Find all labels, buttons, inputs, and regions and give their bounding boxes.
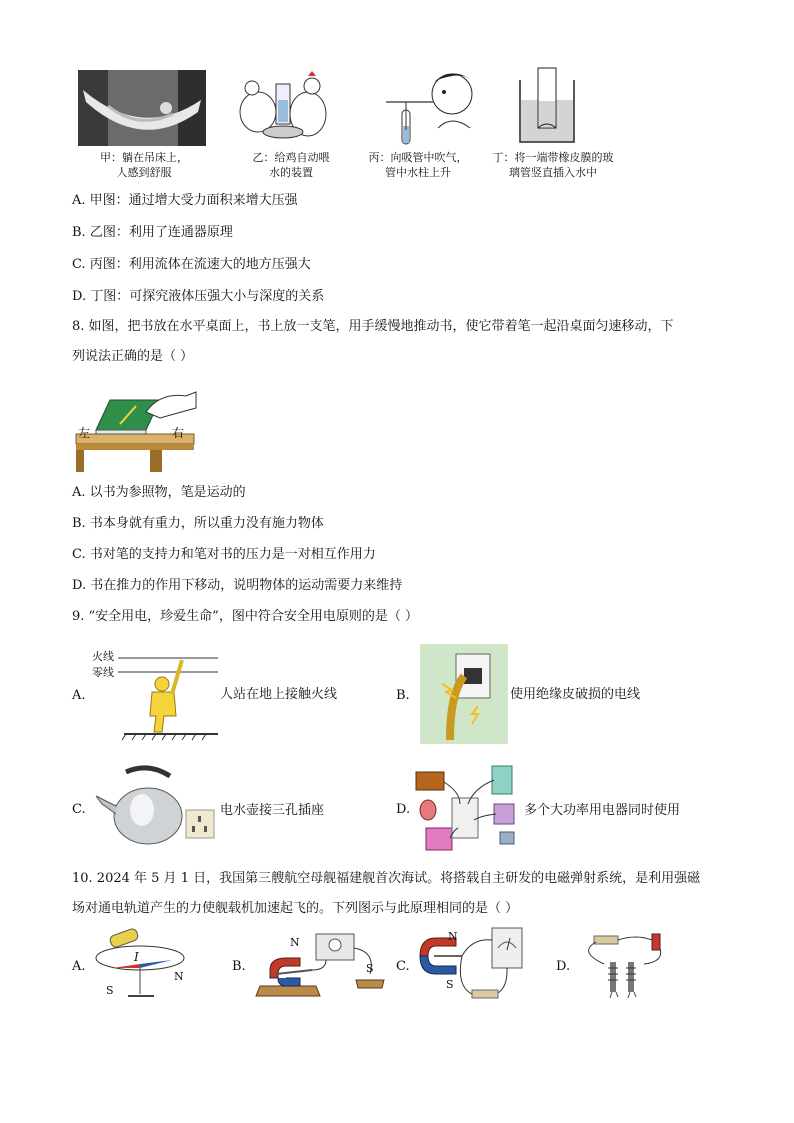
- q7-caption-b: 乙：给鸡自动喂 水的装置: [252, 151, 330, 179]
- overloaded-socket-image: [414, 764, 522, 856]
- electromagnet-nails-image: [576, 928, 666, 1002]
- q10-stem-line2: 场对通电轨道产生的力使舰载机加速起飞的。下列图示与此原理相同的是（ ）: [72, 901, 519, 916]
- q10-a-label-n: N: [174, 970, 184, 983]
- q10-figure-oersted: [92, 924, 188, 1004]
- q10-b-label-n: N: [290, 936, 300, 949]
- q7-caption-a: 甲：躺在吊床上， 人感到舒服: [100, 151, 188, 179]
- q8-option-d: D. 书在推力的作用下移动，说明物体的运动需要力来维持: [72, 578, 403, 593]
- q8-option-c: C. 书对笔的支持力和笔对书的压力是一对相互作用力: [72, 547, 376, 562]
- q9-figure-damaged-wire: [420, 644, 508, 744]
- q9-figure-live-wire: [92, 646, 218, 742]
- q9-stem: 9. “安全用电，珍爱生命”，图中符合安全用电原则的是（ ）: [72, 609, 418, 624]
- q7-figure-chicken: [236, 70, 328, 146]
- q10-option-d-letter: D.: [556, 959, 571, 974]
- boy-blowing-straw-image: [378, 66, 478, 150]
- q9-label-live-wire: 火线: [92, 650, 114, 663]
- q9-option-d-letter: D.: [396, 802, 411, 817]
- q9-option-b-letter: B.: [396, 688, 410, 703]
- q9-option-c-letter: C.: [72, 802, 86, 817]
- q10-b-label-s: S: [366, 962, 374, 975]
- q9-option-d-text: 多个大功率用电器同时使用: [524, 803, 681, 818]
- q8-stem-line1: 8. 如图，把书放在水平桌面上，书上放一支笔，用手缓慢地推动书，使它带着笔一起沿桌面匀速移动，下: [72, 319, 674, 334]
- q10-figure-motor: [416, 926, 528, 1004]
- beaker-rubber-membrane-image: [518, 66, 576, 146]
- q8-option-a: A. 以书为参照物，笔是运动的: [72, 485, 246, 500]
- q9-label-neutral-wire: 零线: [92, 666, 114, 679]
- q10-c-label-s: S: [446, 978, 454, 991]
- q9-option-c-text: 电水壶接三孔插座: [220, 803, 325, 818]
- q10-option-c-letter: C.: [396, 959, 410, 974]
- q10-c-label-n: N: [448, 930, 458, 943]
- chicken-feeder-image: [236, 70, 328, 146]
- q10-option-b-letter: B.: [232, 959, 246, 974]
- q7-option-a: A. 甲图：通过增大受力面积来增大压强: [72, 193, 298, 208]
- q7-caption-c: 丙：向吸管中吹气， 管中水柱上升: [368, 151, 468, 179]
- q7-caption-d: 丁：将一端带橡皮膜的玻 璃管竖直插入水中: [492, 151, 614, 179]
- q7-option-b: B. 乙图：利用了连通器原理: [72, 225, 233, 240]
- electric-kettle-socket-image: [94, 766, 216, 848]
- q7-option-c: C. 丙图：利用流体在流速大的地方压强大: [72, 257, 311, 272]
- q7-figure-straw: [378, 66, 478, 150]
- q9-option-b-text: 使用绝缘皮破损的电线: [510, 687, 641, 702]
- magnet-switch-galvanometer-image: [416, 926, 528, 1004]
- q8-stem-line2: 列说法正确的是（ ）: [72, 349, 194, 364]
- q7-figure-beaker: [518, 66, 576, 146]
- q10-a-label-s: S: [106, 984, 114, 997]
- q8-option-b: B. 书本身就有重力，所以重力没有施力物体: [72, 516, 324, 531]
- q8-label-right: 右: [172, 426, 185, 440]
- q9-figure-kettle: [94, 766, 216, 848]
- q10-figure-electromagnet: [576, 928, 666, 1002]
- q10-a-label-current: I: [134, 950, 139, 964]
- q10-stem-line1: 10. 2024 年 5 月 1 日，我国第三艘航空母舰福建舰首次海试。将搭载自主研发的电磁弹射系统，是利用强磁: [72, 871, 701, 886]
- q8-figure-book-desk: [76, 382, 198, 474]
- q7-option-d: D. 丁图：可探究液体压强大小与深度的关系: [72, 289, 325, 304]
- q10-option-a-letter: A.: [72, 959, 86, 974]
- q8-label-left: 左: [78, 426, 91, 440]
- hammock-image: [78, 70, 206, 146]
- damaged-wire-socket-image: [420, 644, 508, 744]
- q9-figure-overload: [414, 764, 522, 856]
- q7-figure-hammock: [78, 70, 206, 146]
- q9-option-a-letter: A.: [72, 688, 86, 703]
- q10-figure-generator: [256, 930, 388, 1002]
- q9-option-a-text: 人站在地上接触火线: [220, 687, 338, 702]
